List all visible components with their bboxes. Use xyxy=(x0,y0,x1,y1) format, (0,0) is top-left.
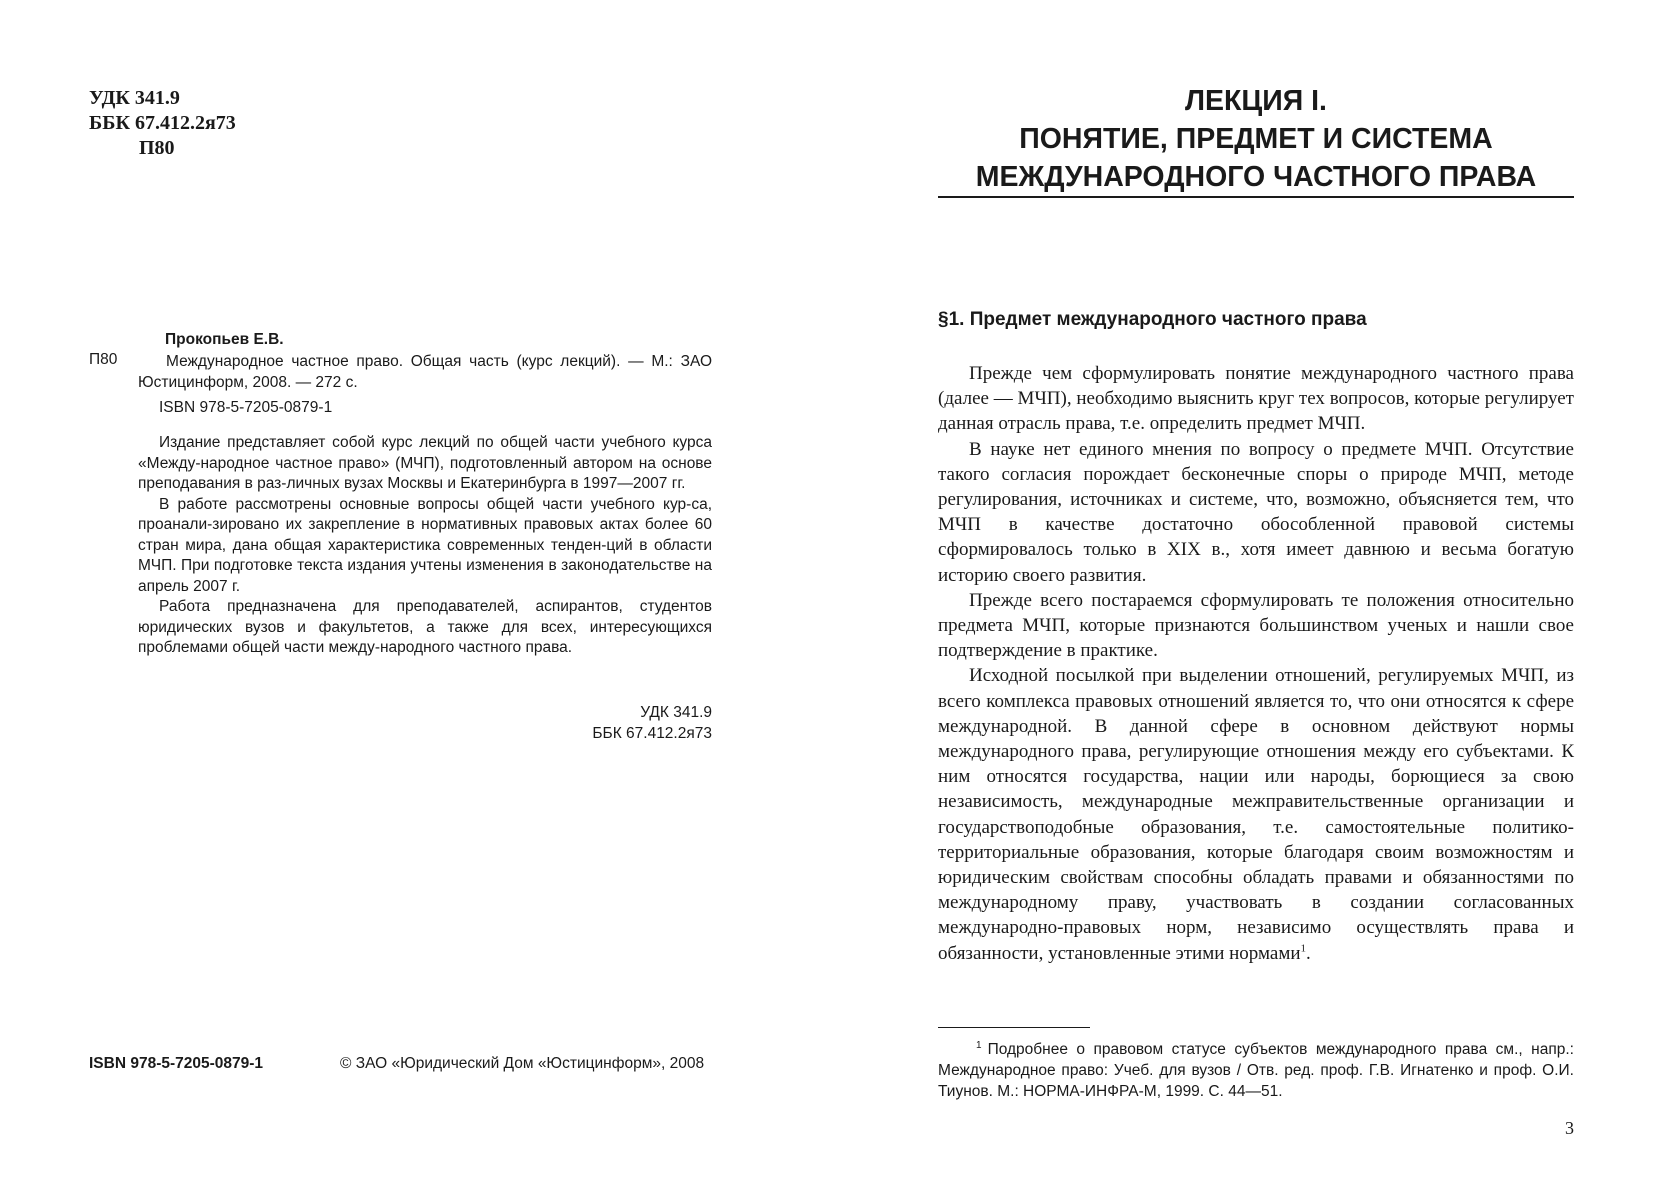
lecture-title-line: ЛЕКЦИЯ I. xyxy=(1185,85,1327,117)
udk-classification-right xyxy=(500,702,712,744)
annotation xyxy=(138,433,712,659)
bbk-code: ББК 67.412.2я73 xyxy=(592,725,712,742)
section-heading: §1. Предмет международного частного права xyxy=(938,309,1367,330)
footnote-marker: 1 xyxy=(976,1039,982,1051)
udk-classification-block xyxy=(89,86,236,161)
body-paragraph-text: Исходной посылкой при выделении отношений, регулируемых МЧП, из всего комплекса правовых отношений является то, что они относятся к сфере международной. В данной сфере в основном действуют нормы международного права, регулирующие отношения между его субъектами. К ним относятся государства, нации или народы, борющиеся за свою независимость, международные межправительственные организации и государствоподобные образования, т.е. самостоятельные политико-территориальные образования, которые благодаря своим возможностям и юридическим свойствам способны обладать правами и обязанностями по международному праву, участвовать в создании согласованных международно-правовых норм, независимо осуществлять права и обязанности, установленные этими нормами xyxy=(938,665,1574,964)
body-paragraph: Прежде всего постараемся сформулировать те положения относительно предмета МЧП, которые признаются большинством ученых и нашли свое подтверждение в практике. xyxy=(938,589,1574,662)
page-number: 3 xyxy=(1565,1118,1574,1138)
footnote xyxy=(938,1039,1574,1102)
annotation-paragraph: Работа предназначена для преподавателей, аспирантов, студентов юридических вузов и факультетов, а также для всех, интересующихся проблемами общей части между-народного частного права. xyxy=(138,598,712,656)
annotation-paragraph: В работе рассмотрены основные вопросы общей части учебного кур-са, проанали-зировано их закрепление в нормативных правовых актах более 60 стран мира, дана общая характеристика современных тенден-ций в области МЧП. При подготовке текста издания учтены изменения в законодательстве на апрель 2007 г. xyxy=(138,495,712,595)
isbn-line: ISBN 978-5-7205-0879-1 xyxy=(159,399,333,416)
copyright-notice: © ЗАО «Юридический Дом «Юстицинформ», 2008 xyxy=(340,1055,705,1072)
lecture-title xyxy=(938,82,1574,196)
udk-code: УДК 341.9 xyxy=(89,87,180,109)
footnote-reference[interactable]: 1 xyxy=(1300,942,1307,955)
bibliographic-description: Международное частное право. Общая часть (курс лекций). — М.: ЗАО Юстицинформ, 2008. — 272 с. xyxy=(138,353,712,391)
bbk-code: ББК 67.412.2я73 xyxy=(89,112,236,134)
author-mark: П80 xyxy=(139,137,175,159)
footnote-text: Подробнее о правовом статусе субъектов международного права см., напр.: Международное право: Учеб. для вузов / Отв. ред. проф. Г.В. Игнатенко и проф. О.И. Тиунов. М.: НОРМА-ИНФРА-М, 1999. С. 44—51. xyxy=(938,1041,1574,1100)
body-paragraph: В науке нет единого мнения по вопросу о предмете МЧП. Отсутствие такого согласия порождает бесконечные споры о природе МЧП, методе регулирования, источниках и системе, что, возможно, объясняется тем, что МЧП в качестве достаточно обособленной правовой системы сформировалось только в XIX в., хотя имеет давнюю и весьма богатую историю своего развития. xyxy=(938,438,1574,586)
isbn-footer: ISBN 978-5-7205-0879-1 xyxy=(89,1055,264,1072)
body-paragraph: Прежде чем сформулировать понятие международного частного права (далее — МЧП), необходимо выяснить круг тех вопросов, которые регулирует данная отрасль права, т.е. определить предмет МЧП. xyxy=(938,363,1574,435)
body-text xyxy=(938,361,1574,966)
body-paragraph: Исходной посылкой при выделении отношений, регулируемых МЧП, из всего комплекса правовых отношений является то, что они относятся к сфере международной. В данной сфере в основном действуют нормы международного права, регулирующие отношения между его субъектами. К ним относятся государства, нации или народы, борющиеся за свою независимость, международные межправительственные организации и государствоподобные образования, т.е. самостоятельные политико-территориальные образования, которые благодаря своим возможностям и юридическим свойствам способны обладать правами и обязанностями по международному праву, участвовать в создании согласованных международно-правовых норм, независимо осуществлять права и обязанности, установленные этими нормами$^1$. xyxy=(938,665,1574,964)
footnote-divider xyxy=(938,1027,1090,1028)
author-mark-margin: П80 xyxy=(89,351,118,368)
author-name: Прокопьев Е.В. xyxy=(165,331,284,348)
annotation-paragraph: Издание представляет собой курс лекций по общей части учебного курса «Между-народное частное право» (МЧП), подготовленный автором на основе преподавания в раз-личных вузах Москвы и Екатеринбурга в 1997—2007 гг. xyxy=(138,434,712,492)
lecture-title-line: МЕЖДУНАРОДНОГО ЧАСТНОГО ПРАВА xyxy=(975,161,1537,193)
udk-code: УДК 341.9 xyxy=(640,704,712,721)
title-divider xyxy=(938,196,1574,198)
lecture-title-line: ПОНЯТИЕ, ПРЕДМЕТ И СИСТЕМА xyxy=(1019,123,1493,155)
